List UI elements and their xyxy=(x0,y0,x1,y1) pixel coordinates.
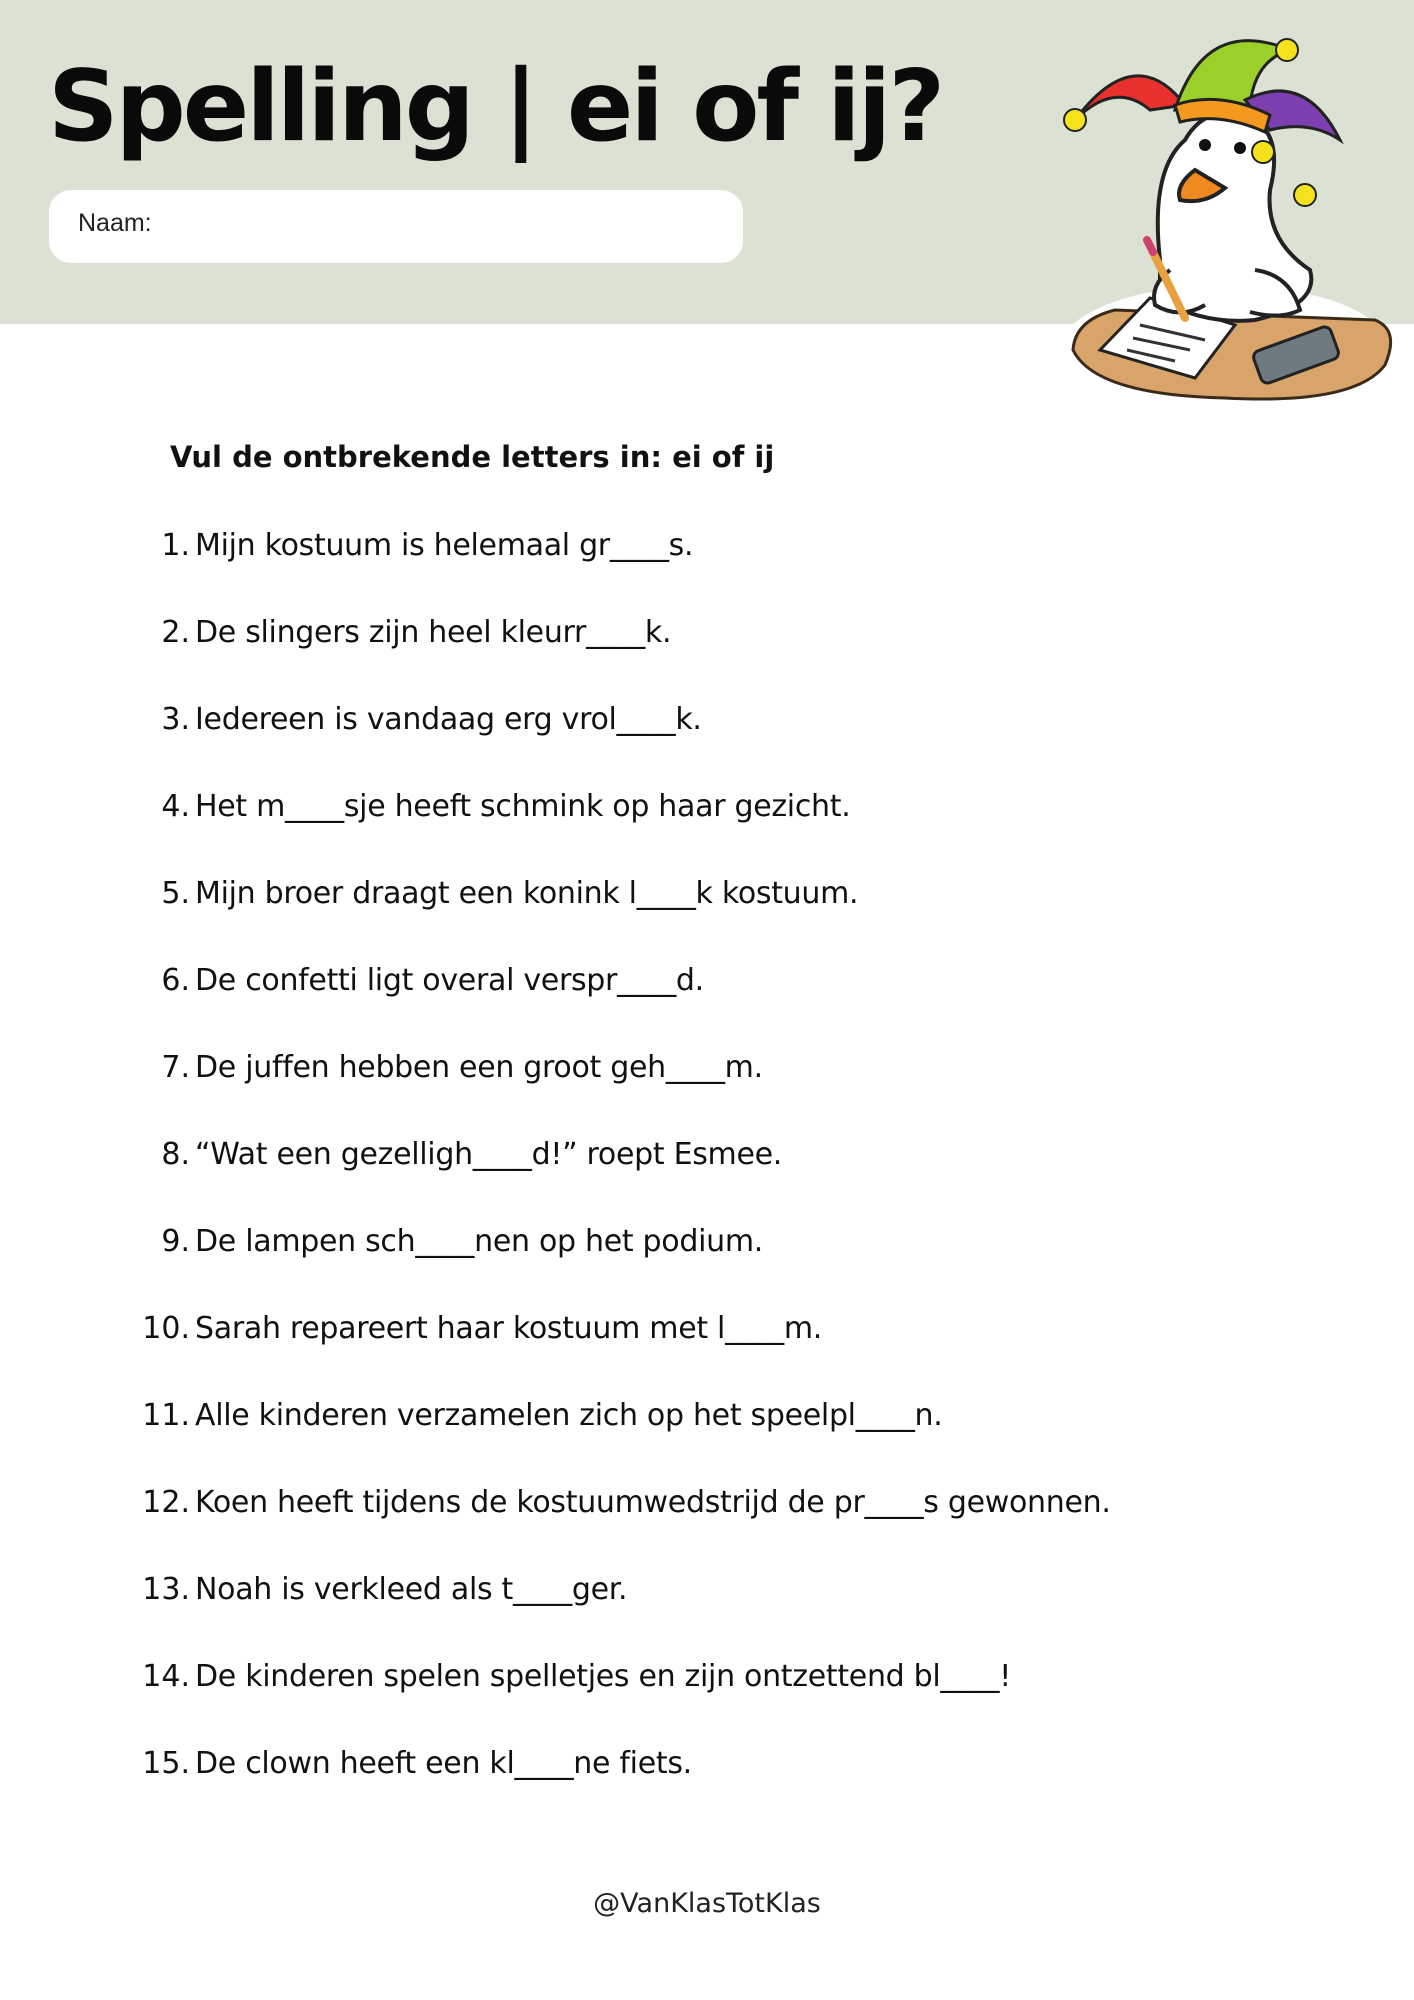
item-number: 14. xyxy=(142,1659,190,1694)
list-item xyxy=(0,789,1300,839)
item-number: 15. xyxy=(142,1746,190,1781)
item-sentence[interactable]: Mijn broer draagt een konink l____k kostuum. xyxy=(195,876,859,911)
list-item xyxy=(0,1746,1300,1796)
item-number: 11. xyxy=(142,1398,190,1433)
footer-handle: @VanKlasTotKlas xyxy=(593,1888,821,1919)
item-sentence[interactable]: Koen heeft tijdens de kostuumwedstrijd de pr____s gewonnen. xyxy=(195,1485,1111,1520)
item-number: 13. xyxy=(142,1572,190,1607)
item-sentence[interactable]: Alle kinderen verzamelen zich op het speelpl____n. xyxy=(195,1398,943,1433)
instruction-heading: Vul de ontbrekende letters in: ei of ij xyxy=(170,440,775,474)
list-item xyxy=(0,1137,1300,1187)
list-item xyxy=(0,876,1300,926)
name-label: Naam: xyxy=(78,209,152,237)
page-title: Spelling | ei of ij? xyxy=(48,50,943,164)
list-item xyxy=(0,1050,1300,1100)
list-item xyxy=(0,1659,1300,1709)
goose-jester-writing-icon xyxy=(1055,20,1400,420)
item-sentence[interactable]: Sarah repareert haar kostuum met l____m. xyxy=(195,1311,823,1346)
item-sentence[interactable]: “Wat een gezelligh____d!” roept Esmee. xyxy=(195,1137,783,1172)
list-item xyxy=(0,1398,1300,1448)
item-number: 10. xyxy=(142,1311,190,1346)
item-number: 3. xyxy=(161,702,190,737)
list-item xyxy=(0,702,1300,752)
item-number: 9. xyxy=(161,1224,190,1259)
list-item xyxy=(0,963,1300,1013)
item-sentence[interactable]: De juffen hebben een groot geh____m. xyxy=(195,1050,763,1085)
list-item xyxy=(0,1485,1300,1535)
item-sentence[interactable]: De lampen sch____nen op het podium. xyxy=(195,1224,763,1259)
item-number: 1. xyxy=(161,528,190,563)
list-item xyxy=(0,528,1300,578)
item-number: 6. xyxy=(161,963,190,998)
item-sentence[interactable]: Noah is verkleed als t____ger. xyxy=(195,1572,628,1607)
item-sentence[interactable]: De confetti ligt overal verspr____d. xyxy=(195,963,704,998)
name-field[interactable] xyxy=(49,190,743,263)
item-sentence[interactable]: De clown heeft een kl____ne fiets. xyxy=(195,1746,692,1781)
item-sentence[interactable]: De slingers zijn heel kleurr____k. xyxy=(195,615,672,650)
list-item xyxy=(0,1572,1300,1622)
item-sentence[interactable]: Mijn kostuum is helemaal gr____s. xyxy=(195,528,694,563)
item-number: 7. xyxy=(161,1050,190,1085)
item-sentence[interactable]: De kinderen spelen spelletjes en zijn ontzettend bl____! xyxy=(195,1659,1011,1694)
item-number: 8. xyxy=(161,1137,190,1172)
item-number: 5. xyxy=(161,876,190,911)
item-number: 12. xyxy=(142,1485,190,1520)
item-sentence[interactable]: Iedereen is vandaag erg vrol____k. xyxy=(195,702,702,737)
item-sentence[interactable]: Het m____sje heeft schmink op haar gezicht. xyxy=(195,789,851,824)
item-number: 4. xyxy=(161,789,190,824)
list-item xyxy=(0,615,1300,665)
list-item xyxy=(0,1311,1300,1361)
item-number: 2. xyxy=(161,615,190,650)
list-item xyxy=(0,1224,1300,1274)
